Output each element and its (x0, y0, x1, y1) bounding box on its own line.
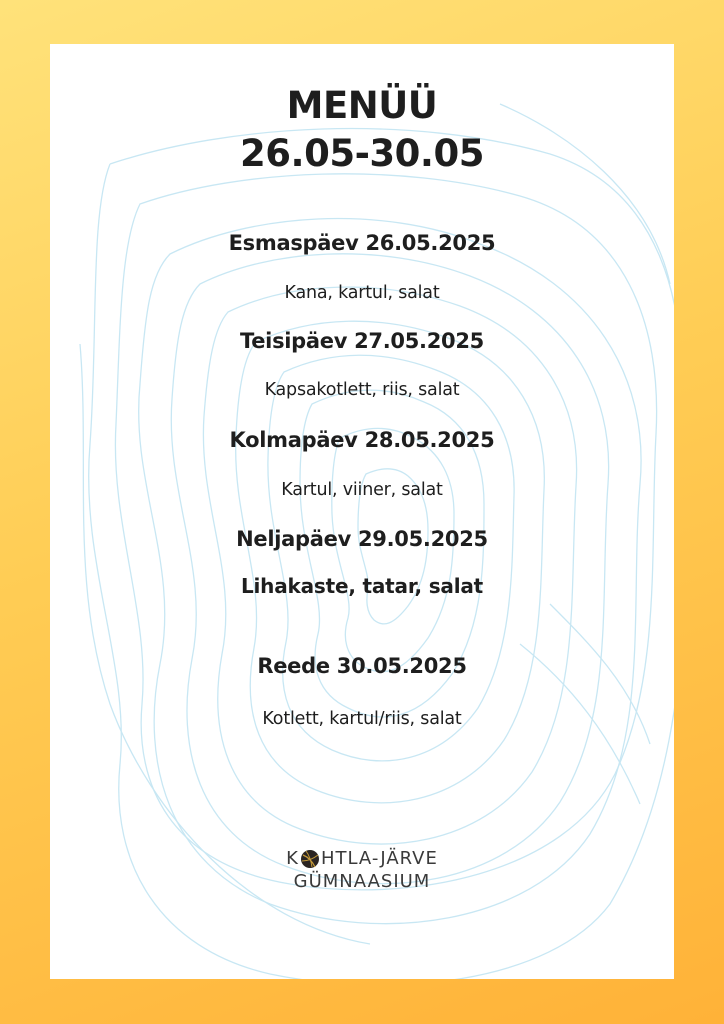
day-heading-thursday: Neljapäev 29.05.2025 (236, 527, 488, 551)
contour-lines-decoration (50, 44, 674, 979)
meal-thursday: Lihakaste, tatar, salat (240, 574, 484, 598)
meal-tuesday: Kapsakotlett, riis, salat (264, 380, 460, 400)
day-heading-friday: Reede 30.05.2025 (257, 654, 467, 678)
logo-ball-icon (300, 849, 320, 869)
meal-wednesday: Kartul, viiner, salat (281, 480, 443, 500)
meal-friday: Kotlett, kartul/riis, salat (262, 709, 462, 729)
day-heading-monday: Esmaspäev 26.05.2025 (228, 231, 496, 255)
day-heading-tuesday: Teisipäev 27.05.2025 (240, 329, 484, 353)
menu-title: MENÜÜ (286, 84, 438, 127)
day-heading-wednesday: Kolmapäev 28.05.2025 (229, 428, 495, 452)
school-logo (50, 847, 674, 893)
menu-period: 26.05-30.05 (240, 132, 484, 175)
logo-line1-start: K (286, 848, 299, 869)
menu-card (50, 44, 674, 979)
meal-monday: Kana, kartul, salat (284, 283, 440, 303)
logo-line2: GÜMNAASIUM (293, 871, 431, 892)
logo-line1-end: HTLA-JÄRVE (320, 848, 438, 869)
logo-line1 (50, 847, 674, 871)
